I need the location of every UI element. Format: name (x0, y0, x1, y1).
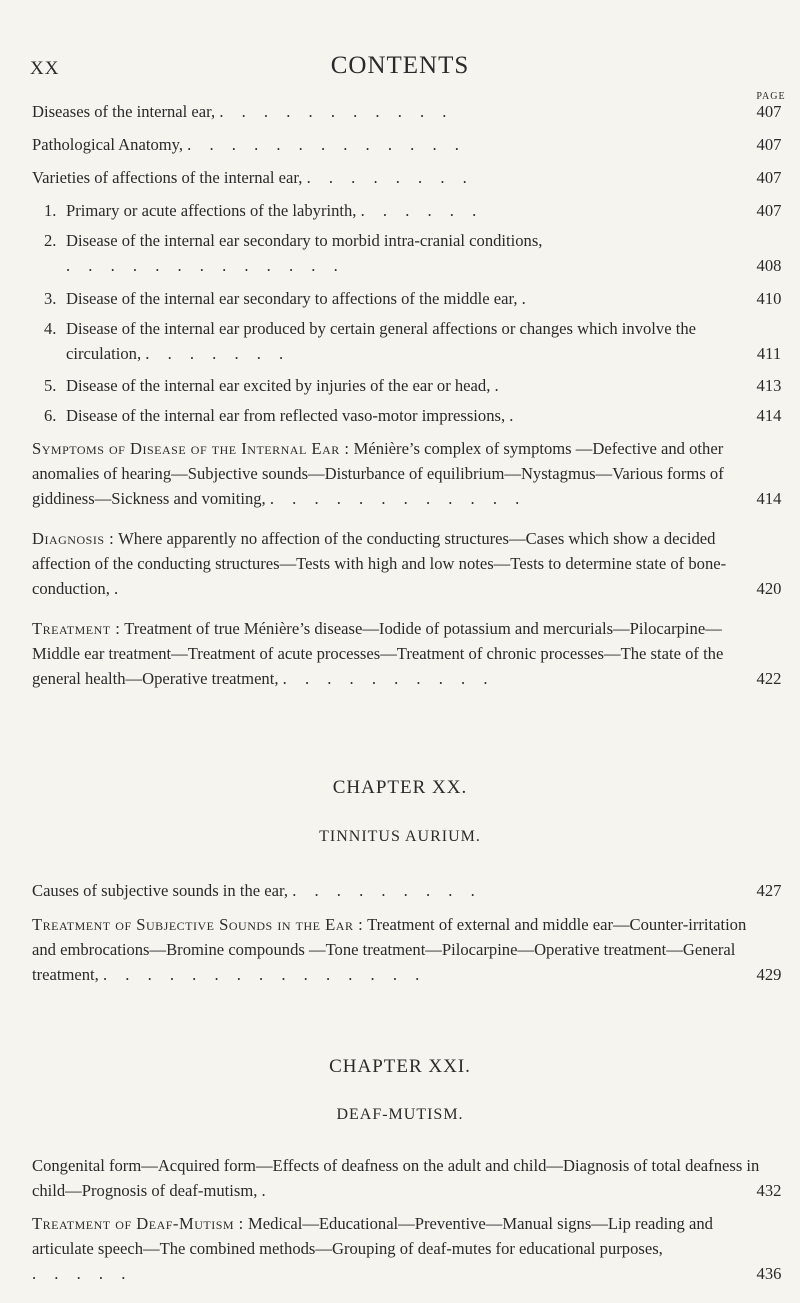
dot-leader: . . . . . . . . . . . . . (66, 256, 345, 275)
toc-entry-text: Causes of subjective sounds in the ear, (32, 881, 289, 900)
toc-section (32, 912, 782, 987)
toc-sub-number: 1. (44, 201, 57, 220)
dot-leader: . . . . . . (360, 201, 484, 220)
toc-page-number: 407 (756, 168, 782, 187)
toc-page-number: 407 (756, 135, 782, 154)
chapter-title: CHAPTER XX. (332, 777, 468, 798)
toc-sub-entry (44, 403, 782, 428)
dot-leader: . (509, 406, 521, 425)
dot-leader: . . . . . (32, 1264, 133, 1283)
dot-leader: . . . . . . . . . . . (219, 102, 454, 121)
toc-section-head: Diagnosis : (32, 529, 115, 548)
toc-entry-text: Where apparently no affection of the conducting structures—Cases which show a decided affection of the conducting structures—Tests with high and low notes—Tests to determine state of bone-conduction, (32, 529, 727, 598)
toc-sub-number: 6. (44, 406, 57, 425)
toc-entry-text: Treatment of external and middle ear—Counter-irritation and embrocations—Bromine compounds —Tone treatment—Pilocarpine—Operative treatment—General treatment, (32, 915, 747, 984)
toc-entry-text: Disease of the internal ear from reflected vaso-motor impressions, (66, 406, 506, 425)
toc-entry (32, 132, 782, 157)
toc-page-number: 420 (756, 579, 782, 598)
dot-leader: . . . . . . . . . (292, 881, 482, 900)
dot-leader: . . . . . . . . . . . . . . . (102, 965, 427, 984)
toc-entry-text: Diseases of the internal ear, (32, 102, 216, 121)
toc-entry-text: Pathological Anatomy, (32, 135, 184, 154)
toc-page-number: 414 (756, 406, 782, 425)
toc-entry (32, 165, 782, 190)
toc-section-head: Treatment of Deaf-Mutism : (32, 1214, 244, 1233)
toc-entry-text: Disease of the internal ear produced by certain general affections or changes which involve the circulation, (66, 319, 696, 363)
dot-leader: . . . . . . . (145, 344, 291, 363)
toc-entry (32, 1153, 782, 1203)
toc-sub-number: 3. (44, 289, 57, 308)
toc-page-number: 413 (756, 376, 782, 395)
toc-page-number: 422 (756, 669, 782, 688)
dot-leader: . . . . . . . . . . . . (269, 489, 527, 508)
page-column-label: PAGE (756, 91, 786, 102)
toc-page-number: 407 (756, 201, 782, 220)
toc-section-head: Symptoms of Disease of the Internal Ear : (32, 439, 350, 458)
toc-section (32, 526, 782, 601)
dot-leader: . (494, 376, 506, 395)
toc-entry (32, 878, 782, 903)
chapter-subtitle: DEAF-MUTISM. (336, 1106, 464, 1123)
dot-leader: . . . . . . . . . . . . . (187, 135, 466, 154)
toc-entry-text: Treatment of true Ménière’s disease—Iodide of potassium and mercurials—Pilocarpine—Middle ear treatment—Treatment of acute processes—Treatment of chronic processes—The state of the general health—Operative treatment, (32, 619, 724, 688)
toc-sub-entry (44, 198, 782, 223)
page-title: CONTENTS (330, 52, 470, 79)
toc-sub-number: 2. (44, 231, 57, 250)
toc-sub-entry (44, 286, 782, 311)
dot-leader: . . . . . . . . . . (282, 669, 495, 688)
toc-entry-text: Disease of the internal ear excited by injuries of the ear or head, (66, 376, 491, 395)
chapter-title: CHAPTER XXI. (329, 1056, 471, 1077)
toc-section-head: Treatment of Subjective Sounds in the Ear : (32, 915, 364, 934)
running-head (0, 52, 800, 82)
toc-entry-text: Medical—Educational—Preventive—Manual signs—Lip reading and articulate speech—The combined methods—Grouping of deaf-mutes for educational purposes, (32, 1214, 713, 1258)
toc-page-number: 429 (756, 965, 782, 984)
dot-leader: . (114, 579, 126, 598)
toc-section-head: Treatment : (32, 619, 121, 638)
toc-entry-text: Primary or acute affections of the labyrinth, (66, 201, 357, 220)
dot-leader: . (521, 289, 533, 308)
toc-page-number: 407 (756, 102, 782, 121)
toc-entry-text: Ménière’s complex of symptoms —Defective and other anomalies of hearing—Subjective sounds—Disturbance of equilibrium—Nystagmus—Various forms of giddiness—Sickness and vomiting, (32, 439, 724, 508)
toc-page-number: 436 (756, 1264, 782, 1283)
toc-page-number: 410 (756, 289, 782, 308)
toc-page-number: 427 (756, 881, 782, 900)
dot-leader: . (261, 1181, 273, 1200)
toc-sub-entry (44, 228, 782, 278)
toc-entry (32, 99, 782, 124)
toc-section (32, 436, 782, 511)
toc-page-number: 414 (756, 489, 782, 508)
toc-sub-number: 4. (44, 319, 57, 338)
toc-entry-text: Disease of the internal ear secondary to morbid intra-cranial conditions, (66, 231, 543, 250)
toc-entry-text: Congenital form—Acquired form—Effects of deafness on the adult and child—Diagnosis of total deafness in child—Prognosis of deaf-mutism, (32, 1156, 760, 1200)
toc-entry-text: Disease of the internal ear secondary to affections of the middle ear, (66, 289, 518, 308)
dot-leader: . . . . . . . . (306, 168, 474, 187)
toc-section (32, 616, 782, 691)
chapter-subtitle: TINNITUS AURIUM. (319, 828, 481, 845)
toc-entry-text: Varieties of affections of the internal ear, (32, 168, 303, 187)
toc-sub-entry (44, 316, 782, 366)
toc-page-number: 408 (756, 256, 782, 275)
toc-sub-entry (44, 373, 782, 398)
toc-page-number: 432 (756, 1181, 782, 1200)
toc-page-number: 411 (756, 344, 782, 363)
toc-sub-number: 5. (44, 376, 57, 395)
toc-section (32, 1211, 782, 1286)
page-folio: XX (30, 58, 60, 79)
